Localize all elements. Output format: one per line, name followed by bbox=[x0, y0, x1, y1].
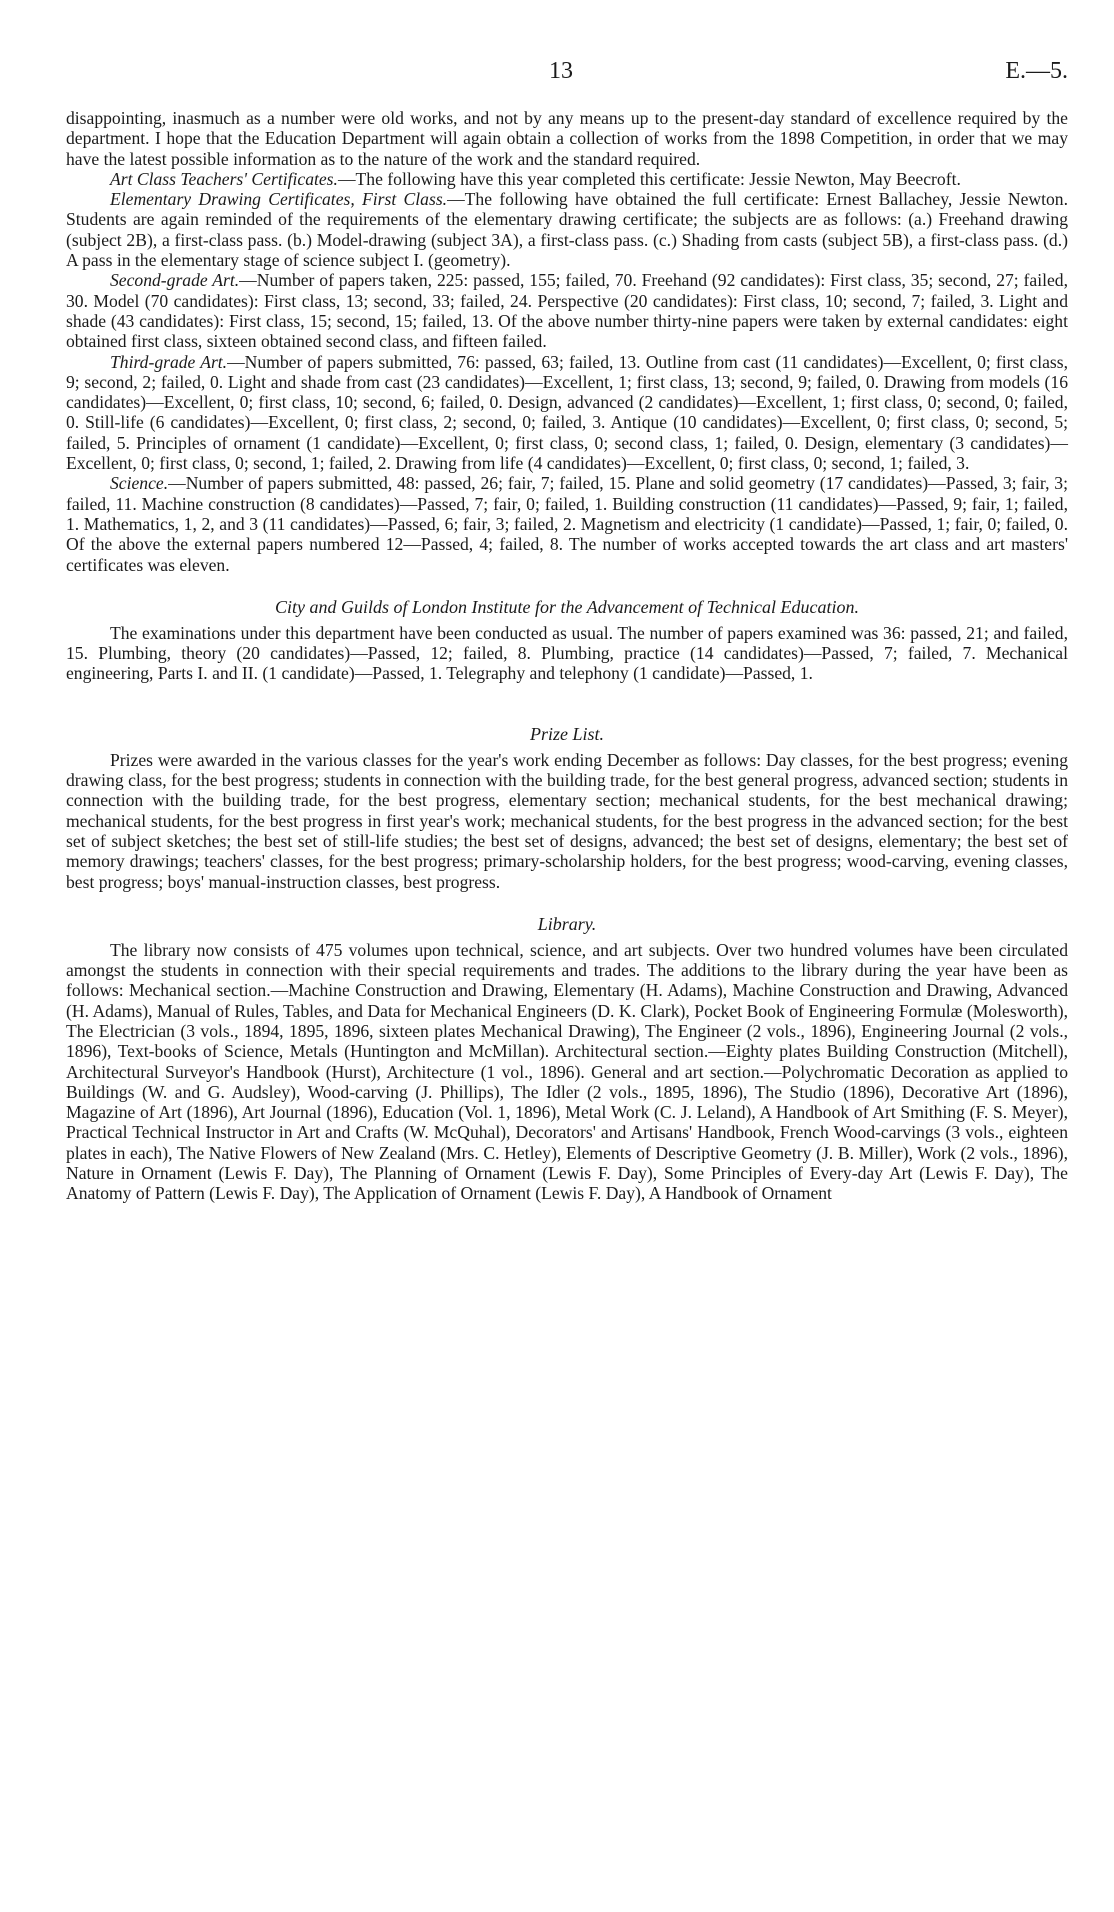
paragraph-science bbox=[66, 473, 1068, 574]
paragraph-text: —Number of papers submitted, 48: passed, 26; fair, 7; failed, 15. Plane and solid geometry (17 candidates)—Passed, 3; fair, 3; failed, 11. Machine construction (8 candidates)—Passed, 7; fair, 0; failed, 1. Building construction (11 candidates)—Passed, 9; fair, 1; failed, 1. Mathematics, 1, 2, and 3 (11 candidates)—Passed, 6; fair, 3; failed, 2. Magnetism and electricity (1 candidate)—Passed, 1; fair, 0; failed, 0. Of the above the external papers numbered 12—Passed, 4; failed, 8. The number of works accepted towards the art class and art masters' certificates was eleven. bbox=[66, 473, 1068, 575]
paragraph-second-grade-art bbox=[66, 270, 1068, 351]
paragraph-city-and-guilds: The examinations under this department have been conducted as usual. The number of papers examined was 36: passed, 21; and failed, 15. Plumbing, theory (20 candidates)—Passed, 12; failed, 8. Plumbing, practice (14 candidates)—Passed, 7; failed, 7. Mechanical engineering, Parts I. and II. (1 candidate)—Passed, 1. Telegraphy and telephony (1 candidate)—Passed, 1. bbox=[66, 622, 1068, 684]
paragraph-text: —Number of papers taken, 225: passed, 155; failed, 70. Freehand (92 candidates): First class, 35; second, 27; failed, 30. Model (70 candidates): First class, 13; second, 33; failed, 24. Perspective (20 candidates): First class, 10; second, 7; failed, 3. Light and shade (43 candidates): First class, 15; second, 15; failed, 13. Of the above number thirty-nine papers were taken by external candidates: eight obtained first class, sixteen obtained second class, and fifteen failed. bbox=[66, 270, 1069, 352]
paragraph-text: —Number of papers submitted, 76: passed, 63; failed, 13. Outline from cast (11 candidates)—Excellent, 0; first class, 9; second, 2; failed, 0. Light and shade from cast (23 candidates)—Excellent, 1; first class, 13; second, 9; failed, 0. Drawing from models (16 candidates)—Excellent, 0; first class, 10; second, 6; failed, 0. Design, advanced (2 candidates)—Excellent, 1; first class, 0; second, 0; failed, 0. Still-life (6 candidates)—Excellent, 0; first class, 2; second, 0; failed, 3. Antique (10 candidates)—Excellent, 0; first class, 0; second, 5; failed, 5. Principles of ornament (1 candidate)—Excellent, 0; first class, 0; second class, 1; failed, 0. Design, elementary (3 candidates)—Excellent, 0; first class, 0; second, 1; failed, 2. Drawing from life (4 candidates)—Excellent, 0; first class, 0; second, 1; failed, 3. bbox=[66, 351, 1068, 474]
section-heading-library: Library. bbox=[537, 913, 597, 934]
paragraph-prize-list: Prizes were awarded in the various classes for the year's work ending December as follows: Day classes, for the best progress; evening drawing class, for the best progress; students in connection with the building trade, for the best general progress, advanced section; students in connection with the building trade, for the best progress, elementary section; mechanical students, for the best mechanical drawing; mechanical students, for the best progress in first year's work; mechanical students, for the best progress in the advanced section; for the best set of subject sketches; the best set of still-life studies; the best set of designs, advanced; the best set of designs, elementary; the best set of memory drawings; teachers' classes, for the best progress; primary-scholarship holders, for the best progress; wood-carving, evening classes, best progress; boys' manual-instruction classes, best progress. bbox=[66, 749, 1068, 892]
paragraph-art-class-certificates bbox=[66, 169, 1068, 189]
page-header bbox=[66, 58, 1068, 98]
paragraph-intro: disappointing, inasmuch as a number were old works, and not by any means up to the present-day standard of excellence required by the department. I hope that the Education Department will again obtain a collection of works from the 1898 Competition, in order that we may have the latest possible information as to the nature of the work and the standard required. bbox=[66, 108, 1068, 169]
document-body bbox=[66, 108, 1068, 1204]
section-heading-city-and-guilds: City and Guilds of London Institute for the Advancement of Technical Education. bbox=[275, 596, 859, 617]
paragraph-title: Elementary Drawing Certificates, First Class. bbox=[110, 189, 448, 210]
section-heading-prize-list: Prize List. bbox=[529, 723, 604, 744]
paragraph-text: —The following have obtained the full certificate: Ernest Ballachey, Jessie Newton. Students are again reminded of the requirements of the elementary drawing certificate; the subjects are as follows: (a.) Freehand drawing (subject 2B), a first-class pass. (b.) Model-drawing (subject 3A), a first-class pass. (c.) Shading from casts (subject 5B), a first-class pass. (d.) A pass in the elementary stage of science subject I. (geometry). bbox=[66, 189, 1068, 271]
paragraph-title: Second-grade Art. bbox=[110, 270, 240, 291]
paragraph-text: —The following have this year completed this certificate: Jessie Newton, May Beecroft. bbox=[337, 168, 961, 189]
paragraph-title: Science. bbox=[110, 473, 169, 494]
paragraph-third-grade-art bbox=[66, 352, 1068, 474]
paragraph-title: Art Class Teachers' Certificates. bbox=[110, 168, 338, 189]
paragraph-library: The library now consists of 475 volumes upon technical, science, and art subjects. Over two hundred volumes have been circulated amongst the students in connection with their special requirements and trades. The additions to the library during the year have been as follows: Mechanical section.—Machine Construction and Drawing, Elementary (H. Adams), Machine Construction and Drawing, Advanced (H. Adams), Manual of Rules, Tables, and Data for Mechanical Engineers (D. K. Clark), Pocket Book of Engineering Formulæ (Molesworth), The Electrician (3 vols., 1894, 1895, 1896, sixteen plates Mechanical Drawing), The Engineer (2 vols., 1896), Engineering Journal (2 vols., 1896), Text-books of Science, Metals (Huntington and McMillan). Architectural section.—Eighty plates Building Construction (Mitchell), Architectural Surveyor's Handbook (Hurst), Architecture (1 vol., 1896). General and art section.—Polychromatic Decoration as applied to Buildings (W. and G. Audsley), Wood-carving (J. Phillips), The Idler (2 vols., 1895, 1896), The Studio (1896), Decorative Art (1896), Magazine of Art (1896), Art Journal (1896), Education (Vol. 1, 1896), Metal Work (C. J. Leland), A Handbook of Art Smithing (F. S. Meyer), Practical Technical Instructor in Art and Crafts (W. McQuhal), Decorators' and Artisans' Handbook, French Wood-carvings (3 vols., eighteen plates in each), The Native Flowers of New Zealand (Mrs. C. Hetley), Elements of Descriptive Geometry (J. B. Miller), Work (2 vols., 1896), Nature in Ornament (Lewis F. Day), The Planning of Ornament (Lewis F. Day), Some Principles of Every-day Art (Lewis F. Day), The Anatomy of Pattern (Lewis F. Day), The Application of Ornament (Lewis F. Day), A Handbook of Ornament bbox=[66, 939, 1068, 1204]
page-number: 13 bbox=[549, 58, 573, 84]
paragraph-title: Third-grade Art. bbox=[110, 351, 228, 372]
document-code: E.—5. bbox=[1005, 58, 1068, 84]
paragraph-elementary-drawing bbox=[66, 189, 1068, 270]
